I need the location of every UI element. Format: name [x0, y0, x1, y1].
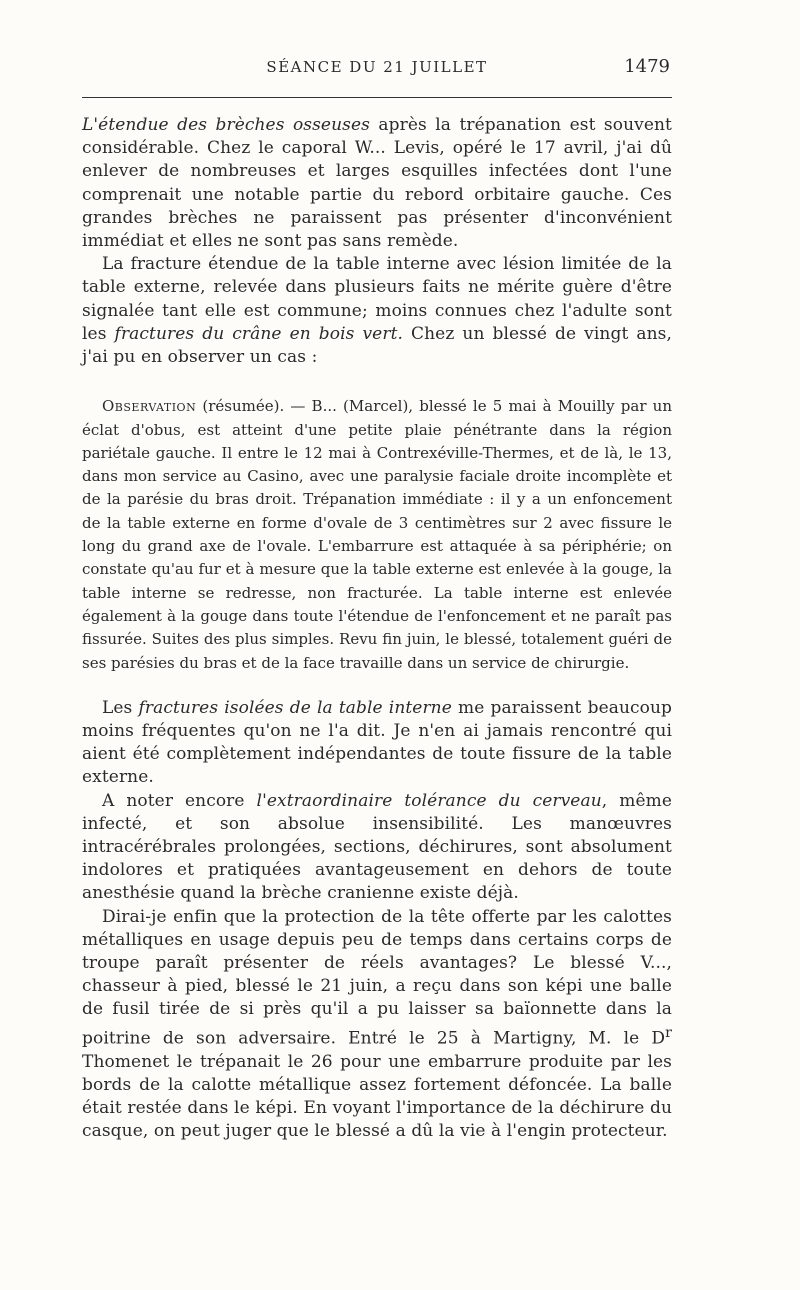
paragraph-text: La fracture étendue de la table interne avec lésion limitée de la table externe, relevée dans plusieurs faits ne mérite guère d'être signalée tant elle est commune; moins connues chez l'adulte sont les	[82, 254, 672, 344]
italic-phrase: fractures isolées de la table interne	[138, 697, 452, 718]
paragraph-5	[82, 906, 672, 1144]
paragraph-text: Dirai-je enfin que la protection de la tête offerte par les calottes métalliques en usage depuis peu de temps dans certains corps de troupe paraît présenter de réels avantages? Le blessé V..., chasseur à pied, blessé le 21 juin, a reçu dans son képi une balle de fusil tirée de si près qu'il a pu laisser sa baïonnette dans la poitrine de son adversaire. Entré le 25 à Martigny, M. le D	[82, 906, 672, 1049]
main-text-bottom	[82, 697, 672, 1144]
superscript: r	[665, 1024, 672, 1041]
paragraph-text: , même infecté, et son absolue insensibilité. Les manœuvres intracérébrales prolongées, sections, déchirures, sont absolument indolores et pratiquées avantageusement en dehors de toute anesthésie quand la brèche cranienne existe déjà.	[82, 790, 672, 904]
observation-text: (résumée). — B... (Marcel), blessé le 5 mai à Mouilly par un éclat d'obus, est atteint d'une petite plaie pénétrante dans la région pariétale gauche. Il entre le 12 mai à Contrexéville-Thermes, et de là, le 13, dans mon service au Casino, avec une paralysie faciale droite incomplète et de la parésie du bras droit. Trépanation immédiate : il y a un enfoncement de la table externe en forme d'ovale de 3 centimètres sur 2 avec fissure le long du grand axe de l'ovale. L'embarrure est attaquée à sa périphérie; on constate qu'au fur et à mesure que la table externe est enlevée à la gouge, la table interne se redresse, non fracturée. La table interne est enlevée également à la gouge dans toute l'étendue de l'enfoncement et ne paraît pas fissurée. Suites des plus simples. Revu fin juin, le blessé, totalement guéri de ses parésies du bras et de la face travaille dans un service de chirurgie.	[82, 397, 672, 672]
page-number: 1479	[624, 56, 670, 77]
paragraph-3	[82, 697, 672, 790]
paragraph-text: Les	[102, 697, 139, 718]
paragraph-text: me paraissent beaucoup moins fréquentes qu'on ne l'a dit. Je n'en ai jamais rencontré qui aient été complètement indépendantes de toute fissure de la table externe.	[82, 697, 672, 788]
paragraph-text: A noter encore	[102, 790, 257, 811]
main-text-top	[82, 114, 672, 369]
italic-phrase: fractures du crâne en bois vert.	[114, 323, 404, 344]
page-header	[82, 56, 672, 86]
paragraph-text: Thomenet le trépanait le 26 pour une embarrure produite par les bords de la calotte métallique assez fortement défoncée. La balle était restée dans le képi. En voyant l'importance de la déchirure du casque, on peut juger que le blessé a dû la vie à l'engin protecteur.	[82, 1051, 672, 1142]
observation-block	[82, 395, 672, 675]
header-rule	[82, 97, 672, 98]
page-body	[82, 114, 672, 1143]
italic-phrase: L'étendue des brèches osseuses	[82, 115, 370, 135]
observation-label: Observation	[102, 397, 197, 416]
italic-phrase: l'extraordinaire tolérance du cerveau	[256, 790, 602, 811]
observation-paragraph	[82, 395, 672, 675]
paragraph-2	[82, 253, 672, 369]
paragraph-text: après la trépanation est souvent considérable. Chez le caporal W... Levis, opéré le 17 avril, j'ai dû enlever de nombreuses et larges esquilles infectées dont l'une comprenait une notable partie du rebord orbitaire gauche. Ces grandes brèches ne paraissent pas présenter d'inconvénient immédiat et elles ne sont pas sans remède.	[82, 115, 672, 252]
paragraph-text: Chez un blessé de vingt ans, j'ai pu en observer un cas :	[82, 323, 673, 368]
running-head: SÉANCE DU 21 JUILLET	[266, 58, 488, 76]
paragraph-1	[82, 114, 672, 253]
paragraph-4	[82, 790, 672, 906]
